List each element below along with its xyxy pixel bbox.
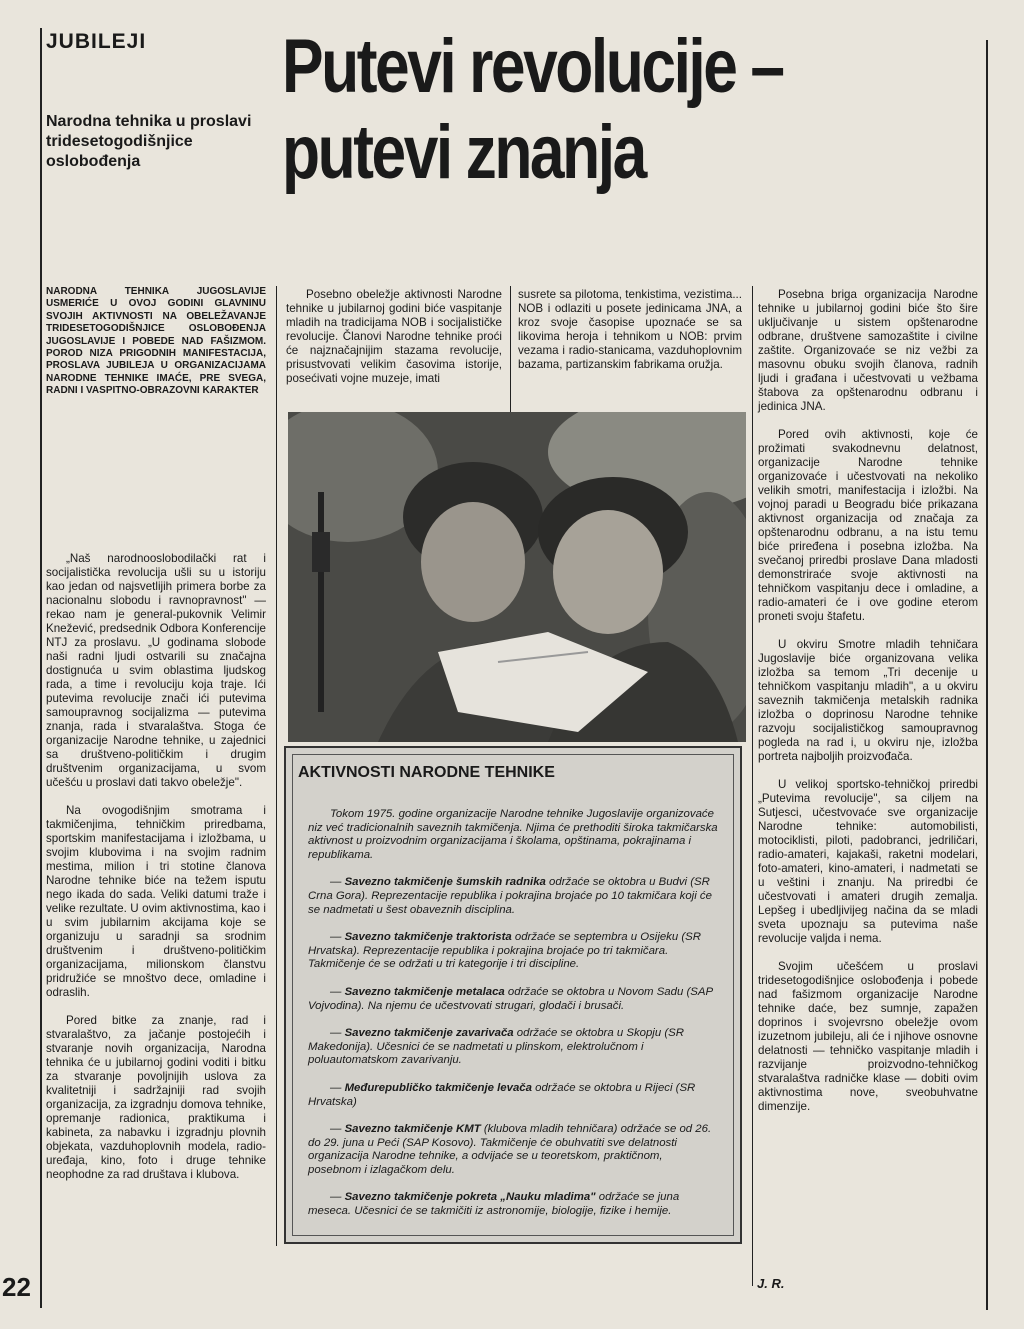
- sidebar-box-item-name: Savezno takmičenje KMT: [344, 1123, 481, 1136]
- headline-line-2: putevi znanja: [282, 110, 645, 195]
- column-rule-1: [276, 286, 277, 1246]
- sidebar-box-item-name: Savezno takmičenje zavarivača: [344, 1027, 514, 1040]
- photo-illustration: [288, 412, 746, 742]
- sidebar-box-item-name: Savezno takmičenje metalaca: [344, 985, 505, 998]
- article-subtitle: Narodna tehnika u proslavi tridesetogodišnjice oslobođenja: [46, 113, 252, 170]
- page-number: 22: [2, 1272, 31, 1302]
- column-rule-3: [752, 286, 753, 1286]
- sidebar-box-item-name: Savezno takmičenje šumskih radnika: [344, 876, 546, 889]
- sidebar-box-item-name: Međurepubličko takmičenje levača: [344, 1081, 532, 1094]
- sidebar-box-item-text: održaće se oktobra u Novom Sadu (SAP Vojvodina). Na njemu će učestvovati strugari, glodači i brusači.: [308, 985, 713, 1012]
- column-4-paragraph: Svojim učešćem u proslavi tridesetogodišnjice oslobođenja i pobede nad fašizmom organizacije Narodne tehnike daće, bez sumnje, zapažen doprinos i svojevrsno obeležje ovom izuzetnom jubileju, ali će i njihove osnovne delatnosti — tehničko vaspitanje mladih i razvijanje proizvodno-tehničkog stvaralaštva radničke klase — dobiti ovim aktivnostima nove, sveobuhvatne dimenzije.: [758, 960, 978, 1113]
- sidebar-box-item-text: održaće se septembra u Osijeku (SR Hrvatska). Reprezentacije republika i pokrajina brojaće po tri takmičara. Takmičenje će se održati u tri kategorije i tri discipline.: [308, 931, 701, 971]
- sidebar-box-item: — Međurepubličko takmičenje levača održaće se oktobra u Rijeci (SR Hrvatska): [308, 1081, 696, 1108]
- column-2-paragraph: Posebno obeležje aktivnosti Narodne tehnike u jubilarnoj godini biće vaspitanje mladih na tradicijama NOB i socijalističke revolucije. Članovi Narodne tehnike proći će najznačajnijim stazama revolucije, prisustvovati velikim časovima istorije, posećivati vojne muzeje, imati: [286, 288, 502, 385]
- column-4-paragraph: U okviru Smotre mladih tehničara Jugoslavije biće organizovana velika izložba sa temom „Tri decenije u tehničkom vaspitanju mladih", a u okviru saveznih takmičenja metalskih radnika izložba o doprinosu Narodne tehnike razvoju socijalističkog samoupravnog pogleda na rad i, u okviru nje, izložba portreta najboljih proizvođača.: [758, 638, 978, 763]
- column-2: [286, 288, 502, 400]
- column-4-paragraph: Posebna briga organizacija Narodne tehnike u jubilarnoj godini biće što šire uključivanje u sistem opštenarodne odbrane, društvene samozaštite i civilne zaštite. Organizovaće se niz vežbi za masovnu obuku svojih članova, radnih ljudi i građana i učestvovati u vežbama štabova za opštenarodnu odbranu i jedinica JNA.: [758, 288, 978, 413]
- sidebar-box-item-text: održaće se juna meseca. Učesnici će se takmičiti iz astronomije, biologije, fizike i hemije.: [308, 1191, 680, 1218]
- column-rule-2: [510, 286, 511, 416]
- sidebar-box-item: — Savezno takmičenje šumskih radnika održaće se oktobra u Budvi (SR Crna Gora). Reprezentacije republika i pokrajina brojaće po 10 takmičara koji će se nadmetati u šest obaveznih disciplina.: [308, 876, 712, 916]
- sidebar-box-item-name: Savezno takmičenje pokreta „Nauku mladima": [344, 1191, 596, 1204]
- column-1-paragraph: „Naš narodnooslobodilački rat i socijalistička revolucija ušli su u istoriju kao jedan od najsvetlijih primera borbe za nacionalnu slobodu i ravnopravnost" — rekao nam je general-pukovnik Velimir Knežević, predsednik Odbora Konferencije NTJ za proslavu. „U godinama slobode naši radni ljudi ostvarili su značajna dostignuća u svim oblastima ljudskog rada, a time i revoluciju koja traje. Ići putevima revolucije znači ići putevima samoupravnog socijalizma — putevima znanja, rada i stvaralaštva. Stoga će organizacije Narodne tehnike, u zajednici sa društveno-političkim i drugim društvenim organizacijama, u svom učešću u proslavi dati takvo obeležje".: [46, 552, 266, 789]
- sidebar-box-item: — Savezno takmičenje KMT (klubova mladih tehničara) održaće se od 26. do 29. juna u Peći (SAP Kosovo). Takmičenje će obuhvatiti sve delatnosti organizacija Narodne tehnike, a odvijaće se u teoretskom, praktičnom, posebnom i izlagačkom delu.: [308, 1123, 712, 1176]
- sidebar-box-item: — Savezno takmičenje zavarivača održaće se oktobra u Skopju (SR Makedonija). Učesnici će se nadmetati u plinskom, elektrolučnom i poluautomatskom zavarivanju.: [308, 1027, 684, 1067]
- sidebar-box-item-name: Savezno takmičenje traktorista: [344, 931, 512, 944]
- sidebar-box-item-text: održaće se oktobra u Budvi (SR Crna Gora). Reprezentacije republika i pokrajina brojaće po 10 takmičara koji će se nadmetati u šest obaveznih disciplina.: [308, 876, 712, 916]
- column-1-paragraph: Na ovogodišnjim smotrama i takmičenjima, tehničkim priredbama, sportskim manifestacijama i izložbama, u svojim klubovima i na svojim radnim mestima, milion i tri stotine članova Narodne tehnike biće na težem isputu nego ikada do sada. Veliki datumi traže i velike rezultate. U ovim aktivnostima, kao i u svim jubilarnim akcijama koje se organizuju u saradnji sa srodnim društvenim i društveno-političkim organizacijama, milionskom članstvu pridružiće se mnoštvo dece, omladine i odraslih.: [46, 804, 266, 999]
- author-signature: J. R.: [757, 1276, 785, 1291]
- sidebar-box-activities: [284, 746, 742, 1244]
- sidebar-box-item: — Savezno takmičenje metalaca održaće se oktobra u Novom Sadu (SAP Vojvodina). Na njemu će učestvovati strugari, glodači i brusači.: [308, 985, 713, 1012]
- column-4-paragraph: U velikoj sportsko-tehničkoj priredbi „Putevima revolucije", sa ciljem na Sutjesci, učestvovaće sve organizacije Narodne tehnike: automobilisti, motociklisti, piloti, padobranci, jedriličari, radio-amateri, kajakaši, raketni modelari, foto-amateri, kino-amateri, i nadmetati se u veštini i znanju. Na priredbi će učestvovati i amateri drugih zemalja. Lepšeg i ubedljivijeg načina da se mladi sveta upoznaju sa putevima naše revolucije valjda i nema.: [758, 778, 978, 945]
- right-border-rule: [986, 40, 988, 1310]
- column-4: [758, 288, 978, 1128]
- column-3-paragraph: susrete sa pilotoma, tenkistima, vezistima... NOB i odlaziti u posete jedinicama JNA, a kroz svoje časopise upoznaće se sa likovima heroja i tehnikom u NOB: prvim vezama i radio-stanicama, vazduhoplovnim bazama, partizanskim fabrikama oružja.: [518, 288, 742, 371]
- column-1-paragraph: Pored bitke za znanje, rad i stvaralaštvo, za jačanje postojećih i stvaranje novih organizacija, Narodna tehnika će u jubilarnoj godini voditi i bitku za stvaranje povoljnijih uslova za kvalitetniji i sadržajniji rad svojih organizacija, za izgradnju domova tehnike, opremanje radionica, praktikuma i kabineta, za nabavku i izgradnju plovnih objekata, vazduhoplovnih modela, radio-uređaja, kino, foto i druge tehnike neophodne za rad društava i klubova.: [46, 1014, 266, 1181]
- left-border-rule: [40, 28, 42, 1308]
- sidebar-box-intro: Tokom 1975. godine organizacije Narodne tehnike Jugoslavije organizovaće niz već tradicionalnih saveznih takmičenja. Njima će prethoditi široka takmičarska aktivnost u proizvodnim organizacijama i školama, opštinama, pokrajinama i republikama.: [308, 808, 718, 861]
- lead-paragraph: NARODNA TEHNIKA JUGOSLAVIJE USMERIĆE U OVOJ GODINI GLAVNINU SVOJIH AKTIVNOSTI NA OBELEŽAVANJE TRIDESETOGODIŠNJICE OSLOBOĐENJA JUGOSLAVIJE I POBEDE NAD FAŠIZMOM. POROD NIZA PRIGODNIH MANIFESTACIJA, PROSLAVA JUBILEJA U ORGANIZACIJAMA NARODNE TEHNIKE IMAĆE, PRE SVEGA, RADNI I VASPITNO-OBRAZOVNI KARAKTER: [46, 286, 266, 397]
- section-label: JUBILEJI: [46, 30, 147, 53]
- sidebar-box-title: AKTIVNOSTI NARODNE TEHNIKE: [298, 764, 555, 781]
- sidebar-box-text: [308, 808, 718, 1233]
- sidebar-box-item-text: održaće se oktobra u Skopju (SR Makedonija). Učesnici će se nadmetati u plinskom, elektrolučnom i poluautomatskom zavarivanju.: [308, 1027, 684, 1067]
- headline-line-1: Putevi revolucije –: [282, 24, 783, 109]
- sidebar-box-item-text: održaće se oktobra u Rijeci (SR Hrvatska): [308, 1081, 696, 1108]
- article-headline: [282, 24, 872, 196]
- column-1: [46, 552, 266, 1196]
- photo-young-technicians: [288, 412, 746, 742]
- sidebar-box-item-text: (klubova mladih tehničara) održaće se od 26. do 29. juna u Peći (SAP Kosovo). Takmičenje će obuhvatiti sve delatnosti organizacija Narodne tehnike, a odvijaće se u teoretskom, praktičnom, posebnom i izlagačkom delu.: [308, 1123, 712, 1176]
- column-4-paragraph: Pored ovih aktivnosti, koje će prožimati svakodnevnu delatnost, organizacije Narodne tehnike organizovaće i učestvovati na nekoliko velikih smotri, manifestacija i izložbi. Na vojnoj paradi u Beogradu biće prikazana aktivnost organizacija od značaja za opštenarodnu odbranu, a na istu temu biće priređena i posebna izložba. Na svečanoj priredbi proslave Dana mladosti demonstriraće svoje aktivnosti na tehničkom vaspitanju dece i omladine, a radio-amateri će i ove godine eterom proneti svoju štafetu.: [758, 428, 978, 623]
- sidebar-box-item: — Savezno takmičenje traktorista održaće se septembra u Osijeku (SR Hrvatska). Reprezentacije republika i pokrajina brojaće po tri takmičara. Takmičenje će se održati u tri kategorije i tri discipline.: [308, 931, 701, 971]
- column-3: [518, 288, 742, 386]
- sidebar-box-item: — Savezno takmičenje pokreta „Nauku mladima" održaće se juna meseca. Učesnici će se takmičiti iz astronomije, biologije, fizike i hemije.: [308, 1191, 680, 1218]
